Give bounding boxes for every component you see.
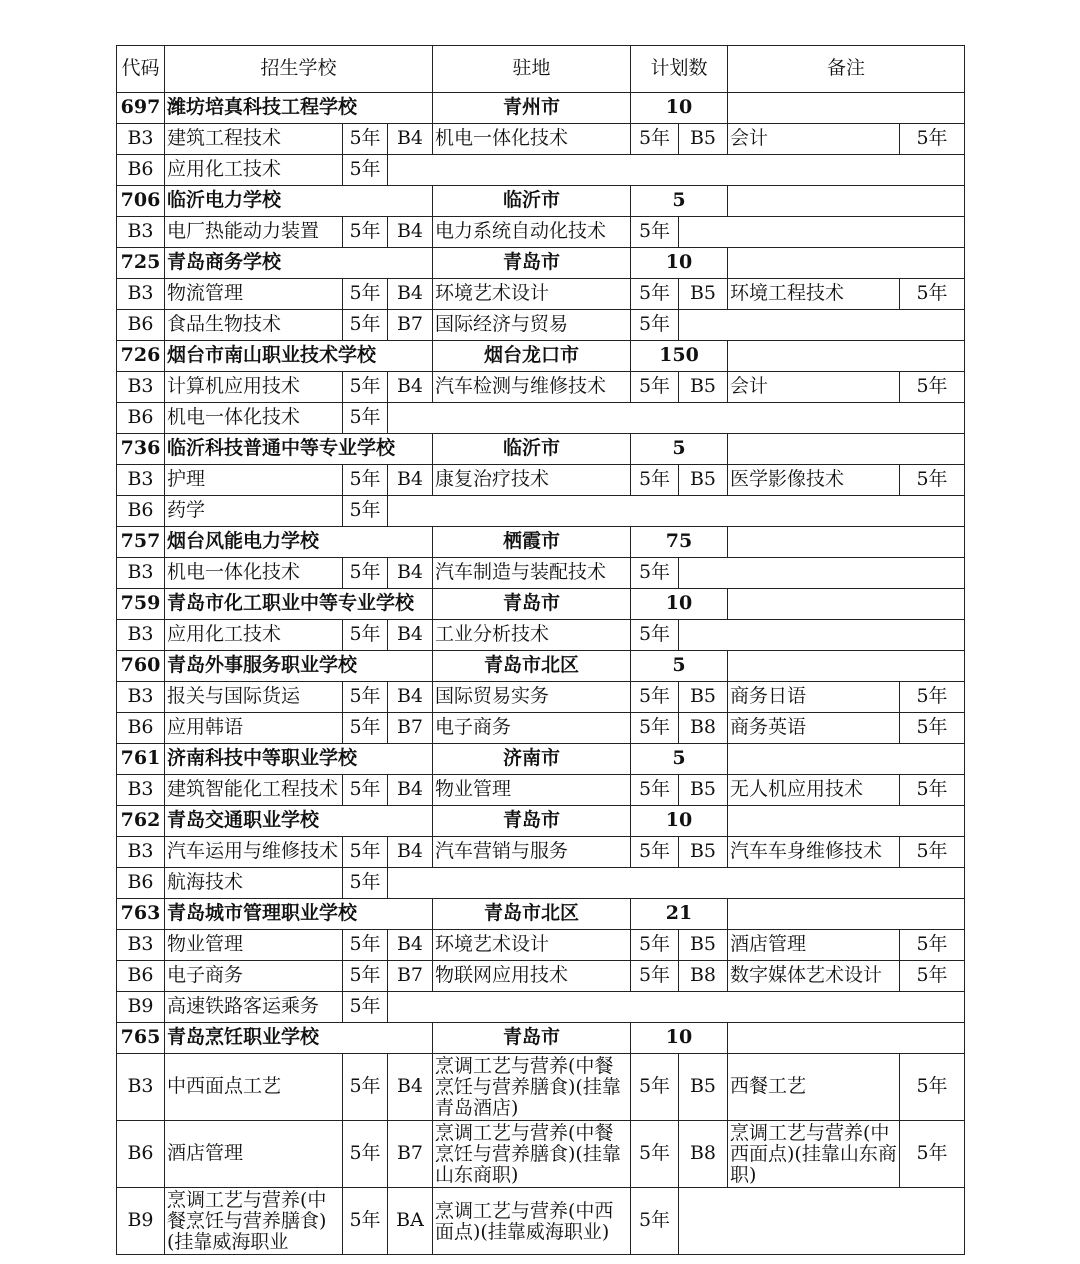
- program-code: B3: [117, 217, 165, 248]
- school-row: [117, 589, 965, 620]
- program-row: [117, 713, 965, 744]
- program-row: [117, 961, 965, 992]
- program-years: 5年: [343, 868, 388, 899]
- school-note: [728, 651, 965, 682]
- program-row: [117, 496, 965, 527]
- header-location: 驻地: [433, 46, 631, 93]
- program-name: 中西面点工艺: [165, 1054, 343, 1121]
- program-row: [117, 558, 965, 589]
- program-name: 汽车营销与服务: [433, 837, 631, 868]
- program-name: 高速铁路客运乘务: [165, 992, 343, 1023]
- program-name: 药学: [165, 496, 343, 527]
- blank-cell: [679, 558, 965, 589]
- program-code: B6: [117, 1121, 165, 1188]
- program-code: B4: [388, 1054, 433, 1121]
- program-row: [117, 124, 965, 155]
- program-name: 应用化工技术: [165, 155, 343, 186]
- school-note: [728, 248, 965, 279]
- program-name: 汽车检测与维修技术: [433, 372, 631, 403]
- blank-cell: [388, 155, 965, 186]
- program-name: 建筑智能化工程技术: [165, 775, 343, 806]
- program-years: 5年: [343, 682, 388, 713]
- program-row: [117, 155, 965, 186]
- program-years: 5年: [631, 372, 679, 403]
- program-name: 应用韩语: [165, 713, 343, 744]
- school-row: [117, 806, 965, 837]
- program-years: 5年: [343, 310, 388, 341]
- program-code: B6: [117, 310, 165, 341]
- school-location: 青岛市: [433, 589, 631, 620]
- program-row: [117, 372, 965, 403]
- school-row: [117, 744, 965, 775]
- school-location: 青岛市: [433, 806, 631, 837]
- program-code: B5: [679, 837, 728, 868]
- program-row: [117, 1188, 965, 1255]
- program-code: B9: [117, 992, 165, 1023]
- school-code: 757: [117, 527, 165, 558]
- program-name: 酒店管理: [165, 1121, 343, 1188]
- program-code: B3: [117, 775, 165, 806]
- program-code: B6: [117, 403, 165, 434]
- program-name: 机电一体化技术: [433, 124, 631, 155]
- program-row: [117, 682, 965, 713]
- program-name: 无人机应用技术: [728, 775, 900, 806]
- program-years: 5年: [900, 124, 965, 155]
- program-code: B3: [117, 558, 165, 589]
- program-code: B3: [117, 372, 165, 403]
- program-name: 环境艺术设计: [433, 930, 631, 961]
- school-row: [117, 527, 965, 558]
- header-code: 代码: [117, 46, 165, 93]
- header-note: 备注: [728, 46, 965, 93]
- program-years: 5年: [343, 496, 388, 527]
- program-row: [117, 1054, 965, 1121]
- program-name: 国际经济与贸易: [433, 310, 631, 341]
- program-years: 5年: [343, 1121, 388, 1188]
- school-code: 763: [117, 899, 165, 930]
- school-plan: 21: [631, 899, 728, 930]
- school-row: [117, 1023, 965, 1054]
- school-location: 临沂市: [433, 186, 631, 217]
- program-years: 5年: [631, 558, 679, 589]
- school-name: 青岛商务学校: [165, 248, 433, 279]
- program-code: B7: [388, 713, 433, 744]
- school-row: [117, 341, 965, 372]
- program-name: 西餐工艺: [728, 1054, 900, 1121]
- program-row: [117, 403, 965, 434]
- program-years: 5年: [343, 620, 388, 651]
- program-code: B5: [679, 930, 728, 961]
- program-name: 数字媒体艺术设计: [728, 961, 900, 992]
- program-years: 5年: [631, 775, 679, 806]
- program-code: B6: [117, 961, 165, 992]
- program-row: [117, 1121, 965, 1188]
- program-code: B3: [117, 1054, 165, 1121]
- blank-cell: [388, 403, 965, 434]
- school-note: [728, 186, 965, 217]
- program-code: B4: [388, 930, 433, 961]
- school-location: 青岛市北区: [433, 651, 631, 682]
- program-row: [117, 217, 965, 248]
- program-name: 物联网应用技术: [433, 961, 631, 992]
- school-location: 青岛市: [433, 1023, 631, 1054]
- school-note: [728, 93, 965, 124]
- school-plan: 150: [631, 341, 728, 372]
- program-code: B8: [679, 1121, 728, 1188]
- program-code: B4: [388, 124, 433, 155]
- blank-cell: [679, 1188, 965, 1255]
- school-location: 青州市: [433, 93, 631, 124]
- program-name: 食品生物技术: [165, 310, 343, 341]
- program-code: B4: [388, 465, 433, 496]
- school-code: 706: [117, 186, 165, 217]
- school-note: [728, 744, 965, 775]
- program-years: 5年: [343, 713, 388, 744]
- program-years: 5年: [900, 775, 965, 806]
- program-years: 5年: [631, 465, 679, 496]
- header-plan: 计划数: [631, 46, 728, 93]
- school-name: 临沂电力学校: [165, 186, 433, 217]
- school-code: 726: [117, 341, 165, 372]
- program-code: B3: [117, 620, 165, 651]
- school-name: 青岛烹饪职业学校: [165, 1023, 433, 1054]
- program-code: B5: [679, 465, 728, 496]
- school-code: 765: [117, 1023, 165, 1054]
- program-name: 国际贸易实务: [433, 682, 631, 713]
- program-code: B4: [388, 279, 433, 310]
- blank-cell: [388, 868, 965, 899]
- header-school: 招生学校: [165, 46, 433, 93]
- program-code: B5: [679, 124, 728, 155]
- program-name: 会计: [728, 372, 900, 403]
- program-name: 烹调工艺与营养(中餐烹饪与营养膳食)(挂靠威海职业: [165, 1188, 343, 1255]
- program-name: 工业分析技术: [433, 620, 631, 651]
- school-name: 烟台市南山职业技术学校: [165, 341, 433, 372]
- school-code: 697: [117, 93, 165, 124]
- school-name: 临沂科技普通中等专业学校: [165, 434, 433, 465]
- program-years: 5年: [343, 1054, 388, 1121]
- program-name: 酒店管理: [728, 930, 900, 961]
- school-plan: 10: [631, 806, 728, 837]
- program-years: 5年: [343, 930, 388, 961]
- program-name: 机电一体化技术: [165, 403, 343, 434]
- program-name: 烹调工艺与营养(中餐烹饪与营养膳食)(挂靠青岛酒店): [433, 1054, 631, 1121]
- school-name: 潍坊培真科技工程学校: [165, 93, 433, 124]
- program-name: 商务英语: [728, 713, 900, 744]
- school-name: 青岛城市管理职业学校: [165, 899, 433, 930]
- program-row: [117, 868, 965, 899]
- program-years: 5年: [631, 1054, 679, 1121]
- school-row: [117, 651, 965, 682]
- program-years: 5年: [631, 279, 679, 310]
- program-name: 电子商务: [433, 713, 631, 744]
- program-code: B7: [388, 1121, 433, 1188]
- program-years: 5年: [631, 930, 679, 961]
- program-name: 电厂热能动力装置: [165, 217, 343, 248]
- program-years: 5年: [343, 1188, 388, 1255]
- program-years: 5年: [631, 682, 679, 713]
- program-code: B3: [117, 930, 165, 961]
- school-name: 青岛市化工职业中等专业学校: [165, 589, 433, 620]
- school-location: 青岛市北区: [433, 899, 631, 930]
- school-code: 762: [117, 806, 165, 837]
- program-row: [117, 279, 965, 310]
- program-code: B3: [117, 682, 165, 713]
- program-name: 汽车车身维修技术: [728, 837, 900, 868]
- program-code: B8: [679, 713, 728, 744]
- program-code: B4: [388, 682, 433, 713]
- program-name: 烹调工艺与营养(中餐烹饪与营养膳食)(挂靠山东商职): [433, 1121, 631, 1188]
- school-row: [117, 434, 965, 465]
- program-code: B3: [117, 465, 165, 496]
- school-code: 761: [117, 744, 165, 775]
- program-years: 5年: [900, 930, 965, 961]
- program-code: B4: [388, 372, 433, 403]
- school-note: [728, 589, 965, 620]
- program-name: 汽车运用与维修技术: [165, 837, 343, 868]
- school-location: 临沂市: [433, 434, 631, 465]
- program-name: 商务日语: [728, 682, 900, 713]
- blank-cell: [388, 496, 965, 527]
- program-years: 5年: [343, 992, 388, 1023]
- program-code: B5: [679, 279, 728, 310]
- school-name: 烟台风能电力学校: [165, 527, 433, 558]
- program-years: 5年: [343, 372, 388, 403]
- school-note: [728, 527, 965, 558]
- program-row: [117, 837, 965, 868]
- program-name: 康复治疗技术: [433, 465, 631, 496]
- program-name: 应用化工技术: [165, 620, 343, 651]
- program-code: B6: [117, 713, 165, 744]
- program-row: [117, 310, 965, 341]
- program-code: B4: [388, 217, 433, 248]
- program-years: 5年: [631, 620, 679, 651]
- program-code: B8: [679, 961, 728, 992]
- program-code: B5: [679, 775, 728, 806]
- program-name: 机电一体化技术: [165, 558, 343, 589]
- program-code: B6: [117, 496, 165, 527]
- program-name: 物业管理: [433, 775, 631, 806]
- program-years: 5年: [343, 279, 388, 310]
- school-plan: 5: [631, 744, 728, 775]
- program-years: 5年: [631, 124, 679, 155]
- program-name: 建筑工程技术: [165, 124, 343, 155]
- school-code: 760: [117, 651, 165, 682]
- program-row: [117, 992, 965, 1023]
- school-location: 烟台龙口市: [433, 341, 631, 372]
- school-plan: 5: [631, 651, 728, 682]
- program-years: 5年: [343, 837, 388, 868]
- blank-cell: [388, 992, 965, 1023]
- program-code: B9: [117, 1188, 165, 1255]
- school-plan: 10: [631, 248, 728, 279]
- program-name: 护理: [165, 465, 343, 496]
- program-years: 5年: [631, 310, 679, 341]
- program-code: B5: [679, 372, 728, 403]
- program-code: B4: [388, 558, 433, 589]
- program-years: 5年: [631, 1188, 679, 1255]
- school-note: [728, 806, 965, 837]
- school-note: [728, 341, 965, 372]
- program-code: B7: [388, 961, 433, 992]
- school-row: [117, 899, 965, 930]
- program-row: [117, 775, 965, 806]
- school-row: [117, 186, 965, 217]
- program-years: 5年: [900, 372, 965, 403]
- school-name: 青岛外事服务职业学校: [165, 651, 433, 682]
- program-years: 5年: [631, 837, 679, 868]
- program-years: 5年: [900, 1121, 965, 1188]
- program-code: B4: [388, 620, 433, 651]
- program-years: 5年: [343, 217, 388, 248]
- program-name: 报关与国际货运: [165, 682, 343, 713]
- program-name: 汽车制造与装配技术: [433, 558, 631, 589]
- program-years: 5年: [343, 124, 388, 155]
- program-years: 5年: [900, 1054, 965, 1121]
- blank-cell: [679, 217, 965, 248]
- program-years: 5年: [900, 713, 965, 744]
- program-years: 5年: [343, 465, 388, 496]
- program-row: [117, 620, 965, 651]
- school-note: [728, 899, 965, 930]
- program-code: B5: [679, 682, 728, 713]
- program-name: 医学影像技术: [728, 465, 900, 496]
- program-code: B6: [117, 155, 165, 186]
- program-years: 5年: [343, 961, 388, 992]
- school-plan: 10: [631, 589, 728, 620]
- program-code: B3: [117, 837, 165, 868]
- school-name: 青岛交通职业学校: [165, 806, 433, 837]
- program-code: B6: [117, 868, 165, 899]
- program-years: 5年: [343, 775, 388, 806]
- program-years: 5年: [900, 682, 965, 713]
- school-note: [728, 1023, 965, 1054]
- school-location: 青岛市: [433, 248, 631, 279]
- program-code: BA: [388, 1188, 433, 1255]
- program-years: 5年: [343, 155, 388, 186]
- program-years: 5年: [343, 403, 388, 434]
- school-note: [728, 434, 965, 465]
- program-code: B4: [388, 775, 433, 806]
- program-code: B4: [388, 837, 433, 868]
- program-name: 环境艺术设计: [433, 279, 631, 310]
- program-years: 5年: [631, 961, 679, 992]
- school-row: [117, 93, 965, 124]
- program-code: B3: [117, 124, 165, 155]
- program-years: 5年: [631, 713, 679, 744]
- program-name: 环境工程技术: [728, 279, 900, 310]
- enrollment-table: [116, 45, 965, 1255]
- program-name: 物流管理: [165, 279, 343, 310]
- school-location: 济南市: [433, 744, 631, 775]
- program-name: 烹调工艺与营养(中西面点)(挂靠威海职业): [433, 1188, 631, 1255]
- school-name: 济南科技中等职业学校: [165, 744, 433, 775]
- program-code: B3: [117, 279, 165, 310]
- program-name: 计算机应用技术: [165, 372, 343, 403]
- school-code: 725: [117, 248, 165, 279]
- program-name: 电子商务: [165, 961, 343, 992]
- program-row: [117, 465, 965, 496]
- school-plan: 75: [631, 527, 728, 558]
- program-name: 物业管理: [165, 930, 343, 961]
- program-code: B7: [388, 310, 433, 341]
- school-code: 759: [117, 589, 165, 620]
- header-row: [117, 46, 965, 93]
- school-row: [117, 248, 965, 279]
- program-years: 5年: [900, 837, 965, 868]
- blank-cell: [679, 620, 965, 651]
- program-years: 5年: [631, 1121, 679, 1188]
- program-years: 5年: [631, 217, 679, 248]
- school-code: 736: [117, 434, 165, 465]
- school-plan: 5: [631, 434, 728, 465]
- program-years: 5年: [343, 558, 388, 589]
- program-name: 烹调工艺与营养(中西面点)(挂靠山东商职): [728, 1121, 900, 1188]
- school-plan: 5: [631, 186, 728, 217]
- program-name: 航海技术: [165, 868, 343, 899]
- program-row: [117, 930, 965, 961]
- blank-cell: [679, 310, 965, 341]
- program-name: 电力系统自动化技术: [433, 217, 631, 248]
- school-plan: 10: [631, 1023, 728, 1054]
- school-plan: 10: [631, 93, 728, 124]
- program-name: 会计: [728, 124, 900, 155]
- program-years: 5年: [900, 279, 965, 310]
- program-code: B5: [679, 1054, 728, 1121]
- program-years: 5年: [900, 961, 965, 992]
- program-years: 5年: [900, 465, 965, 496]
- school-location: 栖霞市: [433, 527, 631, 558]
